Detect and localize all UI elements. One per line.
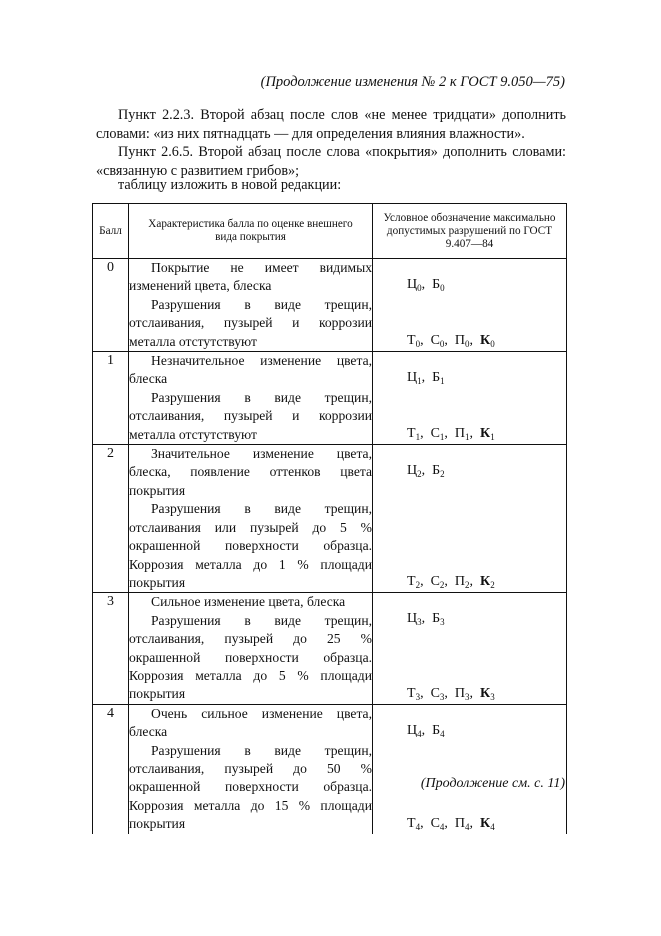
subscript: 0 [490, 339, 495, 350]
subscript: 3 [417, 617, 422, 628]
subscript: 2 [415, 580, 421, 591]
subscript: 0 [439, 339, 445, 350]
subscript: 2 [465, 580, 470, 591]
color-change-text: Значительное изменение цвета, блеска, появление оттенков цвета покрытия [129, 446, 372, 498]
characteristic-cell [129, 445, 373, 593]
notation-b: Б [432, 463, 441, 479]
header-notation-text: Условное обозначение максимально допустимых разрушений по ГОСТ 9.407—84 [383, 211, 556, 250]
header-score: Балл [93, 204, 129, 259]
color-notation: $Ц_1$, $Б_1$ [407, 370, 445, 387]
notation-k: К [480, 574, 491, 590]
subscript: 3 [439, 691, 445, 702]
notation-k: К [480, 685, 491, 701]
notation-s: С [430, 426, 440, 442]
notation-p: П [454, 815, 466, 831]
notation-cell [373, 445, 567, 593]
color-notation: $Ц_3$, $Б_3$ [407, 611, 445, 628]
notation-p: П [454, 333, 466, 349]
score-table [92, 203, 567, 834]
subscript: 1 [490, 432, 495, 443]
subscript: 2 [417, 469, 422, 480]
subscript: 0 [440, 283, 445, 293]
subscript: 4 [490, 821, 495, 832]
page-header: (Продолжение изменения № 2 к ГОСТ 9.050—75) [260, 74, 565, 90]
table-row [93, 352, 567, 445]
notation-k: К [480, 333, 491, 349]
damage-notation: $Т_3$, $С_3$, $П_3$, $К_3$ [407, 685, 495, 702]
subscript: 1 [439, 432, 445, 443]
table-row [93, 259, 567, 352]
notation-s: С [430, 574, 440, 590]
header-characteristic [129, 204, 373, 259]
damage-text: Разрушения в виде трещин, отслаивания, пузырей и коррозии металла отстутствуют [129, 296, 372, 349]
notation-c: Ц [407, 611, 418, 627]
notation-cell [373, 352, 567, 445]
damage-text: Разрушения в виде трещин, отслаивания или пузырей до 5 % окрашенной поверхности образца. Коррозия металла до 1 % площади покрытия [129, 501, 372, 590]
subscript: 0 [465, 339, 470, 350]
score-cell: 4 [93, 704, 129, 833]
notation-s: С [430, 815, 440, 831]
subscript: 4 [439, 821, 445, 832]
subscript: 2 [440, 469, 445, 480]
notation-c: Ц [407, 277, 418, 292]
notation-cell [373, 704, 567, 833]
notation-cell [373, 259, 567, 352]
subscript: 2 [439, 580, 445, 591]
characteristic-cell [129, 352, 373, 445]
subscript: 1 [417, 376, 422, 387]
score-cell: 0 [93, 259, 129, 352]
notation-b: Б [432, 277, 441, 292]
subscript: 4 [415, 821, 421, 832]
header-characteristic-text: Характеристика балла по оценке внешнего вида покрытия [148, 218, 353, 243]
score-cell: 3 [93, 593, 129, 704]
subscript: 1 [415, 432, 421, 443]
notation-p: П [454, 426, 466, 442]
header-notation [373, 204, 567, 259]
paragraph-table-intro: таблицу изложить в новой редакции: [118, 177, 342, 193]
notation-b: Б [432, 370, 441, 386]
subscript: 0 [415, 339, 421, 350]
damage-notation: $Т_1$, $С_1$, $П_1$, $К_1$ [407, 426, 495, 443]
characteristic-cell [129, 704, 373, 833]
color-change-text: Сильное изменение цвета, блеска [151, 594, 346, 610]
color-change-text: Очень сильное изменение цвета, блеска [129, 705, 372, 740]
paragraph-2-2-3: Пункт 2.2.3. Второй абзац после слов «не менее тридцати» дополнить словами: «из них пятнадцать — для определения влияния влажности». [96, 107, 566, 142]
damage-text: Разрушения в виде трещин, отслаивания, пузырей до 25 % окрашенной поверхности образца. Коррозия металла до 5 % площади покрытия [129, 612, 372, 702]
notation-c: Ц [407, 463, 418, 479]
damage-notation: $Т_4$, $С_4$, $П_4$, $К_4$ [407, 815, 495, 832]
notation-cell [373, 593, 567, 704]
subscript: 2 [490, 580, 495, 591]
notation-c: Ц [407, 722, 418, 738]
notation-s: С [430, 333, 440, 349]
score-cell: 2 [93, 445, 129, 593]
notation-b: Б [432, 611, 441, 627]
table-header-row [93, 204, 567, 259]
notation-k: К [480, 815, 491, 831]
subscript: 3 [490, 691, 495, 702]
color-change-text: Незначительное изменение цвета, блеска [129, 353, 372, 387]
notation-s: С [430, 685, 440, 701]
notation-t: Т [407, 426, 416, 442]
subscript: 4 [417, 728, 422, 739]
notation-p: П [454, 685, 466, 701]
color-notation: $Ц_0$, $Б_0$ [407, 277, 445, 293]
table-row [93, 704, 567, 833]
damage-text: Разрушения в виде трещин, отслаивания, пузырей и коррозии металла отстутствуют [129, 389, 372, 442]
subscript: 1 [465, 432, 470, 443]
notation-b: Б [432, 722, 441, 738]
notation-c: Ц [407, 370, 418, 386]
table-row [93, 593, 567, 704]
notation-k: К [480, 426, 491, 442]
characteristic-cell [129, 593, 373, 704]
color-notation: $Ц_2$, $Б_2$ [407, 463, 445, 480]
subscript: 3 [440, 617, 445, 628]
damage-text: Разрушения в виде трещин, отслаивания, пузырей до 50 % окрашенной поверхности образца. Коррозия металла до 15 % площади покрытия [129, 742, 372, 832]
subscript: 0 [417, 283, 422, 293]
score-cell: 1 [93, 352, 129, 445]
color-change-text: Покрытие не имеет видимых изменений цвета, блеска [129, 260, 372, 294]
notation-p: П [454, 574, 466, 590]
subscript: 3 [465, 691, 470, 702]
notation-t: Т [407, 574, 416, 590]
color-notation: $Ц_4$, $Б_4$ [407, 722, 445, 739]
table-row [93, 445, 567, 593]
subscript: 4 [465, 821, 470, 832]
page-footer: (Продолжение см. с. 11) [420, 776, 565, 791]
characteristic-cell [129, 259, 373, 352]
subscript: 1 [440, 376, 445, 387]
notation-t: Т [407, 685, 416, 701]
notation-t: Т [407, 333, 416, 349]
subscript: 4 [440, 728, 445, 739]
damage-notation: $Т_0$, $С_0$, $П_0$, $К_0$ [407, 333, 495, 350]
damage-notation: $Т_2$, $С_2$, $П_2$, $К_2$ [407, 574, 495, 591]
notation-t: Т [407, 815, 416, 831]
subscript: 3 [415, 691, 421, 702]
paragraph-2-6-5: Пункт 2.6.5. Второй абзац после слова «покрытия» дополнить словами: «связанную с развитием грибов»; [96, 144, 566, 179]
